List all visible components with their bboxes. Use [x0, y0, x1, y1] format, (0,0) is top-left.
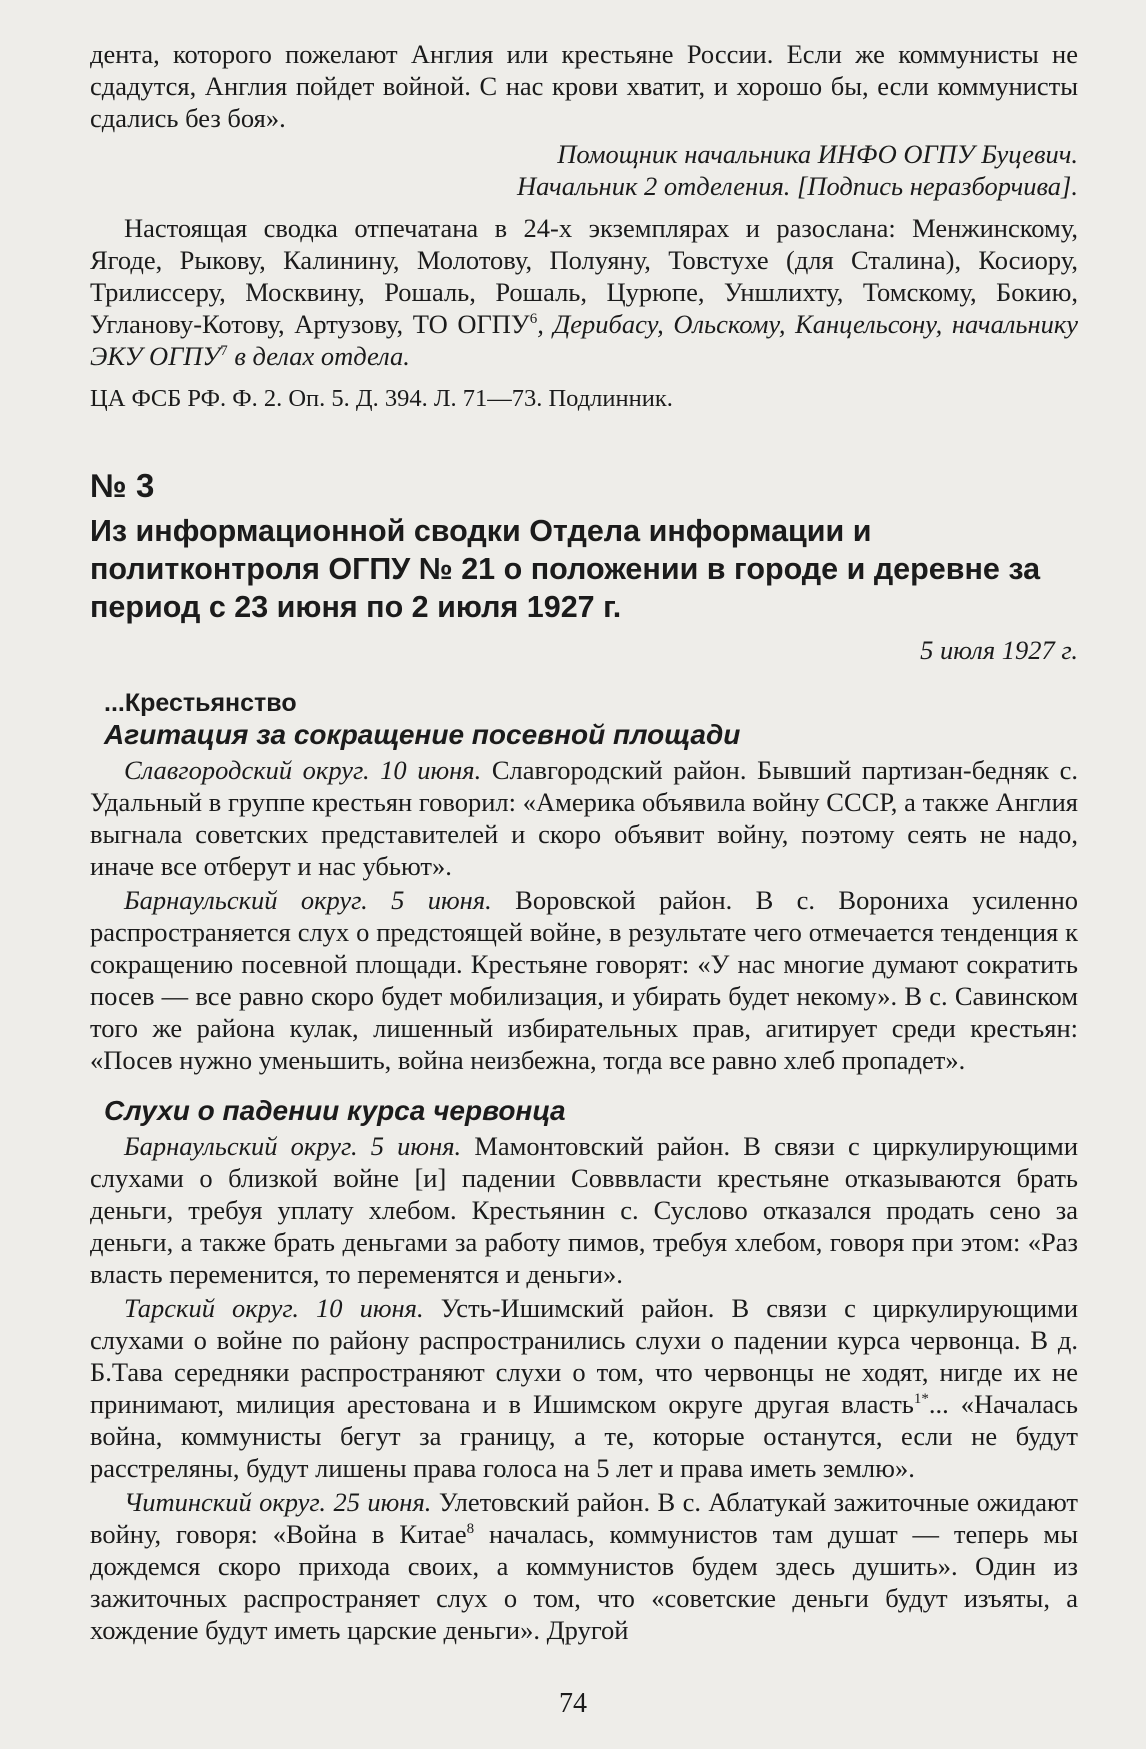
entry-lead: Барнаульский округ. 5 июня.: [124, 1131, 462, 1161]
entry-lead: Читинский округ. 25 июня.: [124, 1487, 432, 1517]
signature-line-2: Начальник 2 отделения. [Подпись неразборчива].: [517, 171, 1078, 201]
document-number: № 3: [90, 467, 155, 504]
report-entry: [90, 1486, 1078, 1646]
entry-text: началась, коммунистов там душат — теперь мы дождемся скоро прихода своих, а коммунистов будем здесь душить». Один из зажиточных распространяет слух о том, что «советские деньги будут изъяты, а хождение будут иметь царские деньги». Другой: [90, 1519, 1078, 1645]
text-column: [90, 38, 1078, 1646]
footnote-ref: 8: [466, 1521, 475, 1538]
distribution-end: в делах отдела.: [227, 341, 410, 371]
footnote-ref: 7: [220, 343, 228, 360]
page-number: 74: [559, 1688, 587, 1719]
distribution-paragraph: [90, 212, 1078, 372]
document-title: Из информационной сводки Отдела информации и политконтроля ОГПУ № 21 о положении в городе и деревне за период с 23 июня по 2 июля 1927 г.: [90, 514, 1041, 624]
signature-line-1: Помощник начальника ИНФО ОГПУ Буцевич.: [557, 139, 1078, 169]
entry-text: Усть-Ишимский район. В связи с циркулирующими слухами о войне по району распространились слухи о падении курса червонца. В д. Б.Тава середняки распространяют слухи о том, что червонцы не ходят, нигде их не принимают, милиция арестована и в Ишимском округе другая власть: [90, 1293, 1078, 1419]
distribution-main: Настоящая сводка отпечатана в 24-х экземплярах и разослана: Менжинскому, Ягоде, Рыкову, Калинину, Молотову, Полуяну, Товстухе (для Сталина), Косиору, Трилиссеру, Москвину, Рошаль, Рошаль, Цурюпе, Уншлихту, Томскому, Бокию, Угланову-Котову, Артузову, ТО ОГПУ: [90, 213, 1078, 339]
distribution-italic: , Дерибасу, Ольскому, Канцельсону, начальнику ЭКУ ОГПУ: [90, 309, 1078, 371]
report-entry: [90, 1292, 1078, 1484]
entry-text: Мамонтовский район. В связи с циркулирующими слухами о близкой войне [и] падении Совввласти крестьяне отказываются брать деньги, требуя уплату хлебом. Крестьянин с. Суслово отказался продать сено за деньги, а также брать деньгами за работу пимов, требуя хлебом, говоря при этом: «Раз власть переменится, то переменятся и деньги».: [90, 1131, 1079, 1289]
archive-source: ЦА ФСБ РФ. Ф. 2. Оп. 5. Д. 394. Л. 71—73. Подлинник.: [90, 385, 673, 412]
section-heading: Слухи о падении курса червонца: [104, 1095, 566, 1126]
report-entry: [90, 1130, 1078, 1290]
entry-text: Славгородский район. Бывший партизан-бедняк с. Удальный в группе крестьян говорил: «Америка объявила войну СССР, а также Англия выгнала советских представителей и скоро объявит войну, поэтому сеять не надо, иначе все отберут и нас убьют».: [90, 755, 1078, 881]
footnote-ref: 6: [529, 311, 538, 328]
entry-lead: Тарский округ. 10 июня.: [124, 1293, 424, 1323]
entry-text: Воровской район. В с. Ворониха усиленно распространяется слух о предстоящей войне, в результате чего отмечается тенденция к сокращению посевной площади. Крестьяне говорят: «У нас многие думают сократить посев — все равно скоро будет мобилизация, и убирать будет некому». В с. Савинском того же района кулак, лишенный избирательных прав, агитирует среди крестьян: «Посев нужно уменьшить, война неизбежна, тогда все равно хлеб пропадет».: [90, 885, 1078, 1075]
section-title: ...Крестьянство: [104, 689, 297, 717]
report-entry: [90, 884, 1078, 1076]
entry-lead: Барнаульский округ. 5 июня.: [124, 885, 492, 915]
report-entry: [90, 754, 1078, 882]
footnote-ref: 1*: [913, 1391, 929, 1408]
section-heading: Агитация за сокращение посевной площади: [104, 719, 741, 750]
entry-lead: Славгородский округ. 10 июня.: [124, 755, 482, 785]
entry-text: Улетовский район. В с. Аблатукай зажиточные ожидают войну, говоря: «Война в Китае: [90, 1487, 1078, 1549]
entry-text: ... «Началась война, коммунисты бегут за границу, а те, которые останутся, если не будут расстреляны, будут лишены права голоса на 5 лет и права иметь землю».: [90, 1389, 1078, 1483]
intro-paragraph: дента, которого пожелают Англия или крестьяне России. Если же коммунисты не сдадутся, Англия пойдет войной. С нас крови хватит, и хорошо бы, если коммунисты сдались без боя».: [90, 39, 1078, 133]
document-date: 5 июля 1927 г.: [920, 635, 1078, 665]
